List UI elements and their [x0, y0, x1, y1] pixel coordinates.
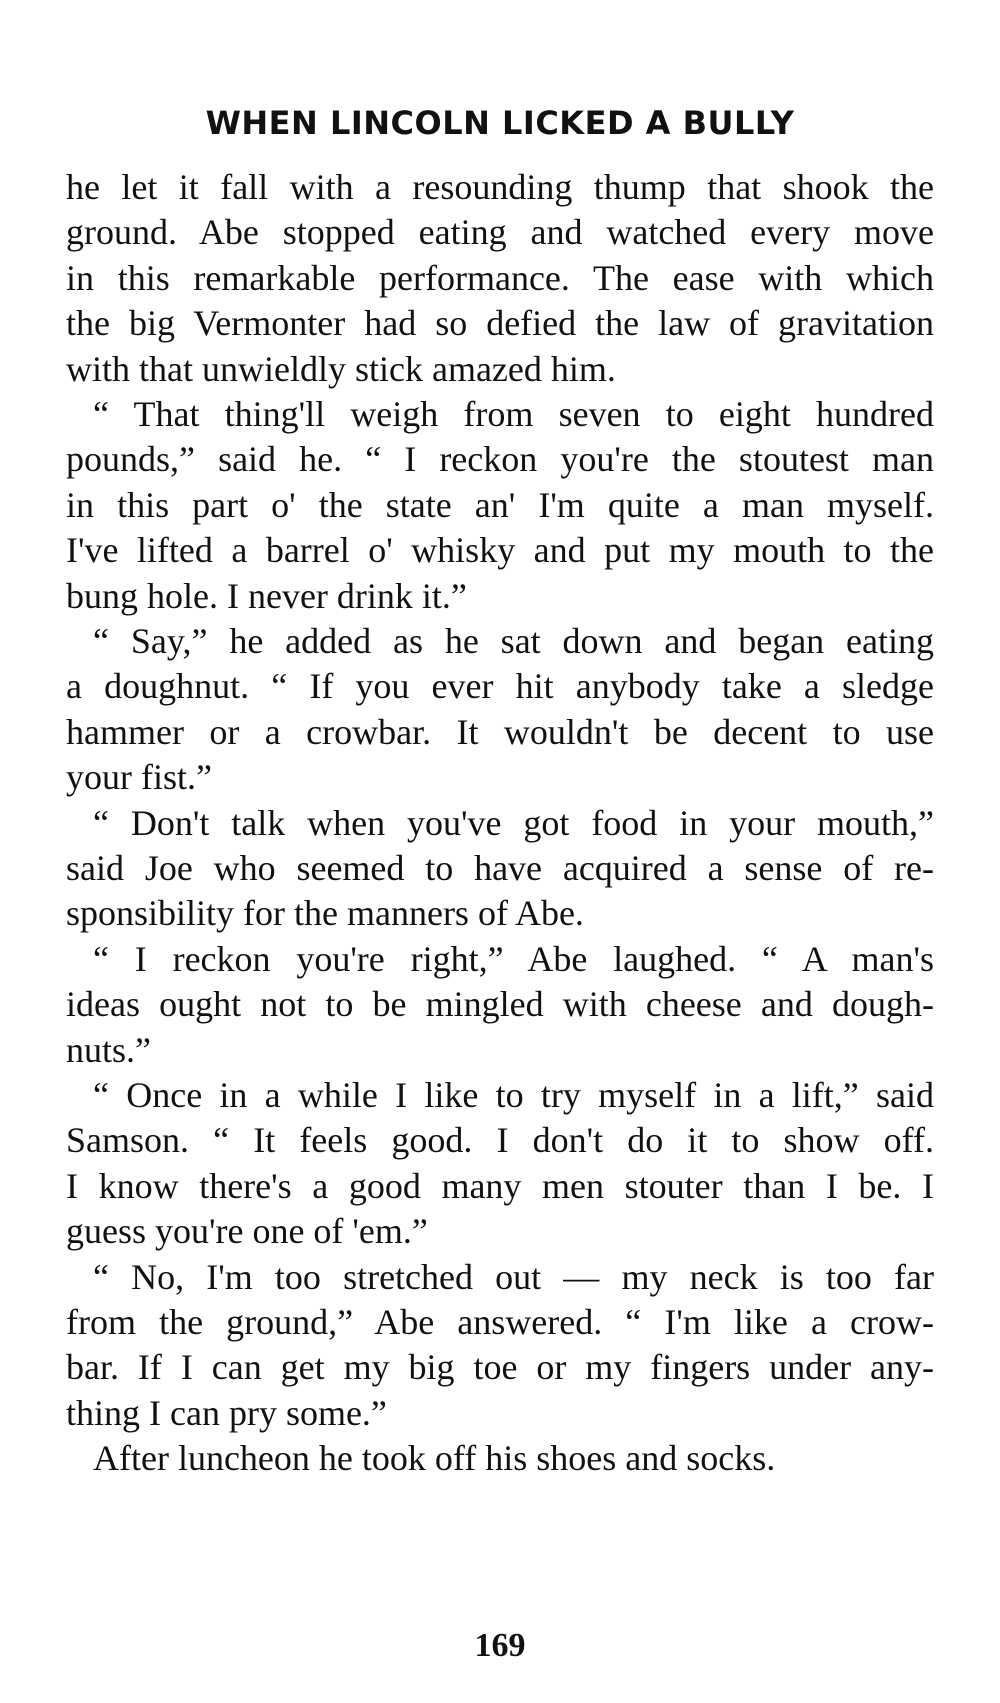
text-line: a doughnut. “ If you ever hit anybody take a sledge [66, 666, 934, 707]
text-line: bung hole. I never drink it.” [66, 575, 467, 616]
text-line: in this part o' the state an' I'm quite a man myself. [66, 484, 934, 525]
text-line: “ Don't talk when you've got food in your mouth,” [93, 802, 934, 843]
text-line: nuts.” [66, 1029, 151, 1070]
text-line: from the ground,” Abe answered. “ I'm like a crow- [66, 1302, 934, 1342]
text-line: sponsibility for the manners of Abe. [66, 893, 584, 934]
text-line: “ That thing'll weigh from seven to eight hundred [93, 394, 934, 434]
text-line: guess you're one of 'em.” [66, 1211, 428, 1252]
text-line: I know there's a good many men stouter than I be. I [66, 1165, 934, 1206]
text-line: thing I can pry some.” [66, 1392, 387, 1433]
text-line: ground. Abe stopped eating and watched every move [66, 212, 934, 253]
text-line: I've lifted a barrel o' whisky and put my mouth to the [66, 530, 934, 571]
text-line: “ Once in a while I like to try myself in a lift,” said [93, 1075, 934, 1115]
text-line: hammer or a crowbar. It wouldn't be decent to use [66, 711, 934, 752]
text-line: ideas ought not to be mingled with cheese and dough- [66, 984, 934, 1025]
text-line: Samson. “ It feels good. I don't do it to show off. [66, 1120, 934, 1161]
text-line: in this remarkable performance. The ease with which [66, 257, 934, 298]
text-line: the big Vermonter had so defied the law of gravitation [66, 303, 934, 344]
text-line: bar. If I can get my big toe or my fingers under any- [66, 1347, 934, 1388]
text-line: “ Say,” he added as he sat down and began eating [93, 621, 934, 661]
text-line: “ No, I'm too stretched out — my neck is too far [93, 1256, 934, 1297]
text-line: he let it fall with a resounding thump that shook the [66, 167, 934, 207]
text-line: After luncheon he took off his shoes and socks. [93, 1438, 776, 1479]
page-number: 169 [474, 1627, 526, 1664]
running-head: WHEN LINCOLN LICKED A BULLY [205, 104, 795, 142]
text-line: with that unwieldly stick amazed him. [66, 348, 616, 389]
text-line: said Joe who seemed to have acquired a sense of re- [66, 848, 934, 888]
text-line: pounds,” said he. “ I reckon you're the stoutest man [66, 439, 934, 480]
text-line: your fist.” [66, 757, 212, 798]
text-line: “ I reckon you're right,” Abe laughed. “ A man's [93, 938, 934, 979]
